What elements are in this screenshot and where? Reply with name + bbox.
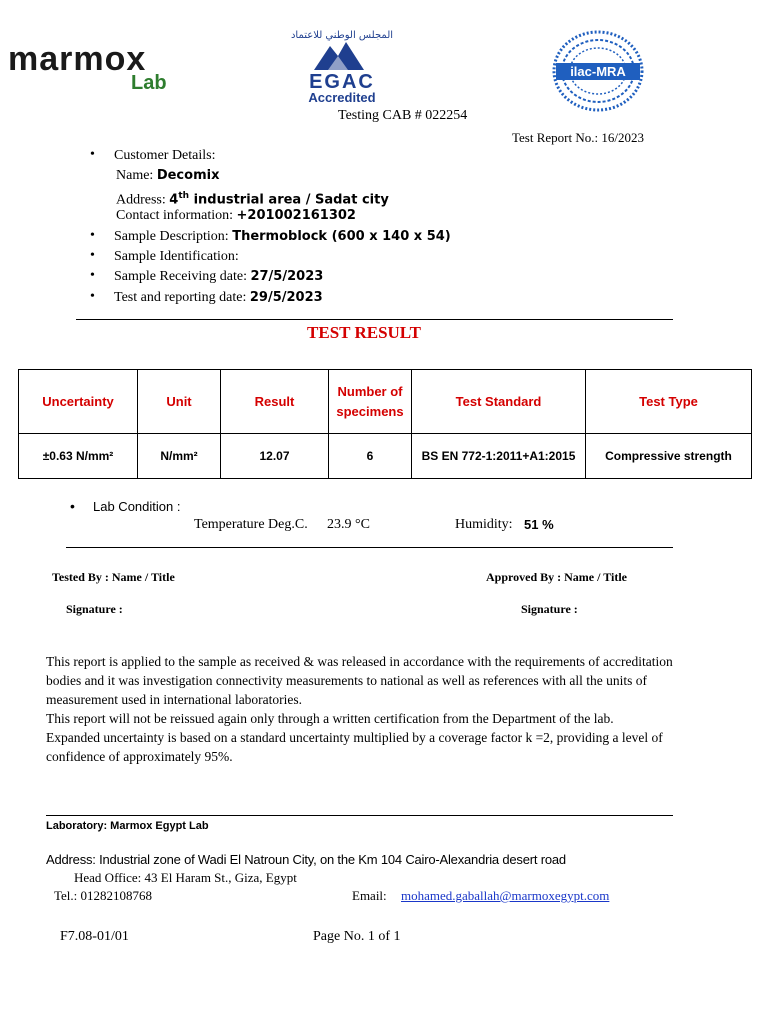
note-paragraph: Expanded uncertainty is based on a standard uncertainty multiplied by a coverage factor k =2, providing a level of confidence of approximately 95%. [46, 730, 663, 764]
bullet-icon: • [90, 147, 95, 162]
cell-result: 12.07 [221, 434, 329, 479]
sample-description-line [114, 227, 451, 247]
receiving-date-line [114, 267, 323, 287]
ilac-mra-logo [552, 30, 644, 112]
customer-address: industrial area / Sadat city [189, 192, 389, 208]
laboratory-name: Laboratory: Marmox Egypt Lab [46, 820, 209, 832]
divider [76, 319, 673, 320]
temperature-label: Temperature Deg.C. [194, 517, 308, 532]
marmox-logo-word: marmox [8, 40, 147, 78]
reporting-date-line [114, 288, 323, 308]
footer-address: Address: Industrial zone of Wadi El Natroun City, on the Km 104 Cairo-Alexandria desert road [46, 852, 566, 867]
table-header-row [19, 370, 752, 434]
receiving-date-label: Sample Receiving date: [114, 269, 247, 284]
cell-specimens: 6 [329, 434, 412, 479]
cell-uncertainty: ±0.63 N/mm² [19, 434, 138, 479]
notes [46, 652, 686, 766]
sample-description-label: Sample Description: [114, 229, 229, 244]
tested-by-label: Tested By : Name / Title [52, 570, 175, 584]
bullet-icon: • [90, 289, 95, 304]
note-paragraph: This report is applied to the sample as received & was released in accordance with the requirements of accreditation bodies and it was investigation connectivity measurements to national as well as references with all the units of measurement used in international laboratories. [46, 654, 673, 707]
egac-caption: Accredited [308, 90, 376, 104]
note-paragraph: This report will not be reissued again only through a written certification from the Department of the lab. [46, 711, 614, 726]
divider [66, 547, 673, 548]
receiving-date: 27/5/2023 [250, 269, 324, 284]
sample-identification-label: Sample Identification: [114, 249, 239, 264]
customer-name-line [116, 166, 219, 186]
egac-name: EGAC [309, 71, 375, 93]
table-row [19, 434, 752, 479]
approved-by-label: Approved By : Name / Title [486, 570, 628, 584]
humidity-value: 51 % [524, 517, 554, 532]
header-result: Result [221, 370, 329, 434]
marmox-logo [8, 40, 188, 100]
marmox-logo-lab: Lab [131, 72, 167, 94]
customer-address-label: Address: [116, 192, 166, 208]
result-table [18, 369, 752, 479]
footer-head-office: Head Office: 43 El Haram St., Giza, Egypt [74, 870, 297, 885]
customer-contact: +201002161302 [236, 208, 356, 223]
humidity-label: Humidity: [455, 517, 513, 532]
form-code: F7.08-01/01 [60, 929, 129, 944]
bullet-icon: • [90, 228, 95, 243]
cell-test-standard: BS EN 772-1:2011+A1:2015 [412, 434, 586, 479]
customer-name-label: Name: [116, 168, 154, 183]
signature-right-label: Signature : [521, 602, 578, 616]
egac-logo [284, 24, 400, 104]
lab-condition-label: Lab Condition : [93, 499, 181, 514]
report-number: Test Report No.: 16/2023 [512, 130, 644, 145]
cell-test-type: Compressive strength [586, 434, 752, 479]
footer-tel: Tel.: 01282108768 [54, 888, 153, 903]
header-unit: Unit [138, 370, 221, 434]
header-uncertainty: Uncertainty [19, 370, 138, 434]
divider [46, 815, 673, 816]
customer-contact-line [116, 206, 356, 226]
footer-email-link[interactable]: mohamed.gaballah@marmoxegypt.com [401, 888, 610, 903]
header-test-type: Test Type [586, 370, 752, 434]
test-result-title: TEST RESULT [307, 323, 421, 342]
egac-arabic-text: المجلس الوطني للاعتماد [290, 30, 394, 41]
bullet-icon: • [90, 248, 95, 263]
customer-details-label: Customer Details: [114, 148, 216, 163]
header-test-standard: Test Standard [412, 370, 586, 434]
customer-address-number: 4 [169, 192, 179, 208]
customer-contact-label: Contact information: [116, 208, 234, 223]
bullet-icon: • [70, 498, 75, 514]
cab-number: Testing CAB # 022254 [338, 108, 468, 123]
sample-description: Thermoblock (600 x 140 x 54) [232, 229, 451, 244]
header-number-of-specimens: Number of specimens [329, 370, 412, 434]
customer-name: Decomix [156, 168, 220, 183]
bullet-icon: • [90, 268, 95, 283]
ilac-mra-text: ilac-MRA [570, 64, 626, 79]
customer-address-suffix: th [178, 191, 190, 201]
reporting-date-label: Test and reporting date: [114, 290, 247, 305]
footer-email-label: Email: [352, 888, 387, 903]
cell-unit: N/mm² [138, 434, 221, 479]
temperature-value: 23.9 °C [327, 517, 370, 532]
reporting-date: 29/5/2023 [249, 290, 323, 305]
signature-left-label: Signature : [66, 602, 123, 616]
page-number: Page No. 1 of 1 [313, 929, 401, 944]
